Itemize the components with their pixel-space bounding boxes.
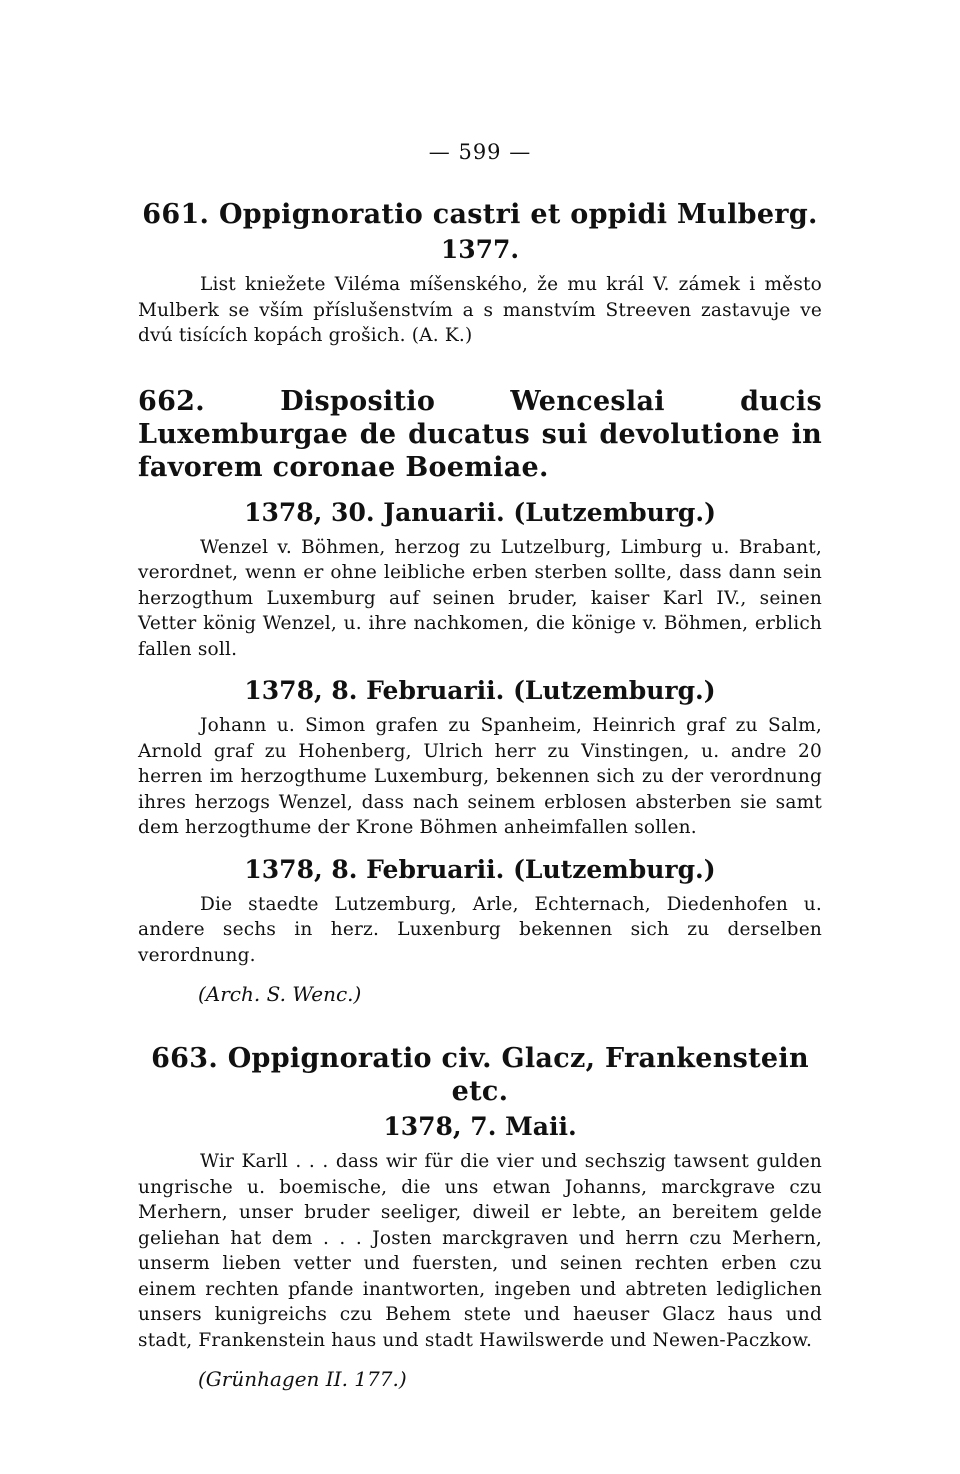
entry-663	[138, 1042, 822, 1391]
section-text: Die staedte Lutzemburg, Arle, Echternach, Diedenhofen u. andere sechs in herz. Luxenburg bekennen sich zu derselben verordnung.	[138, 893, 822, 966]
page-number: — 599 —	[428, 140, 532, 164]
section-date: 1378, 8. Februarii. (Lutzemburg.)	[244, 676, 716, 705]
entry-text: Wir Karll . . . dass wir für die vier und sechszig tawsent gulden ungrische u. boemische, die uns etwan Johanns, marckgrave czu Merhern, unser bruder seeliger, diweil er lebte, an bereitem gelde geliehan hat dem . . . Josten marckgraven und herrn czu Merhern, unserm lieben vetter und fuersten, und seinen rechten erben czu einem rechten pfande inantworten, ingeben und abtreten lediglichen unsers kunigreichs czu Behem stete und haeuser Glacz haus und stadt, Frankenstein haus und stadt Hawilswerde und Newen-Paczkow.	[138, 1151, 822, 1351]
document-page	[138, 140, 822, 1391]
entry-date: 1377.	[440, 235, 520, 264]
entry-title: 662. Dispositio Wenceslai ducis Luxemburgae de ducatus sui devolutione in favorem coronae Boemiae.	[138, 385, 822, 483]
entry-date: 1378, 7. Maii.	[383, 1112, 577, 1141]
section-text: Johann u. Simon grafen zu Spanheim, Heinrich graf zu Salm, Arnold graf zu Hohenberg, Ulrich herr zu Vinstingen, u. andre 20 herren im herzogthume Luxemburg, bekennen sich zu der verordnung ihres herzogs Wenzel, dass nach seinem erblosen absterben sie samt dem herzogthume der Krone Böhmen anheimfallen sollen.	[138, 715, 822, 838]
section-date: 1378, 30. Januarii. (Lutzemburg.)	[244, 497, 716, 527]
entry-662	[138, 385, 822, 1007]
entry-title: 661. Oppignoratio castri et oppidi Mulberg.	[142, 199, 818, 230]
citation: (Arch. S. Wenc.)	[198, 982, 362, 1006]
entry-text: List kniežete Viléma míšenského, že mu král V. zámek i město Mulberk se vším příslušenstvím a s manstvím Streeven zastavuje ve dvú tisících kopách grošich. (A. K.)	[138, 274, 822, 346]
entry-title: 663. Oppignoratio civ. Glacz, Frankenstein etc.	[151, 1043, 809, 1107]
entry-661	[138, 198, 822, 349]
citation: (Grünhagen II. 177.)	[198, 1367, 407, 1391]
section-date: 1378, 8. Februarii. (Lutzemburg.)	[244, 854, 716, 884]
section-text: Wenzel v. Böhmen, herzog zu Lutzelburg, Limburg u. Brabant, verordnet, wenn er ohne leibliche erben sterben sollte, dass dann sein herzogthum Luxemburg auf seinen bruder, kaiser Karl IV., seinen Vetter könig Wenzel, u. ihre nachkomen, die könige v. Böhmen, erblich fallen soll.	[138, 536, 822, 660]
